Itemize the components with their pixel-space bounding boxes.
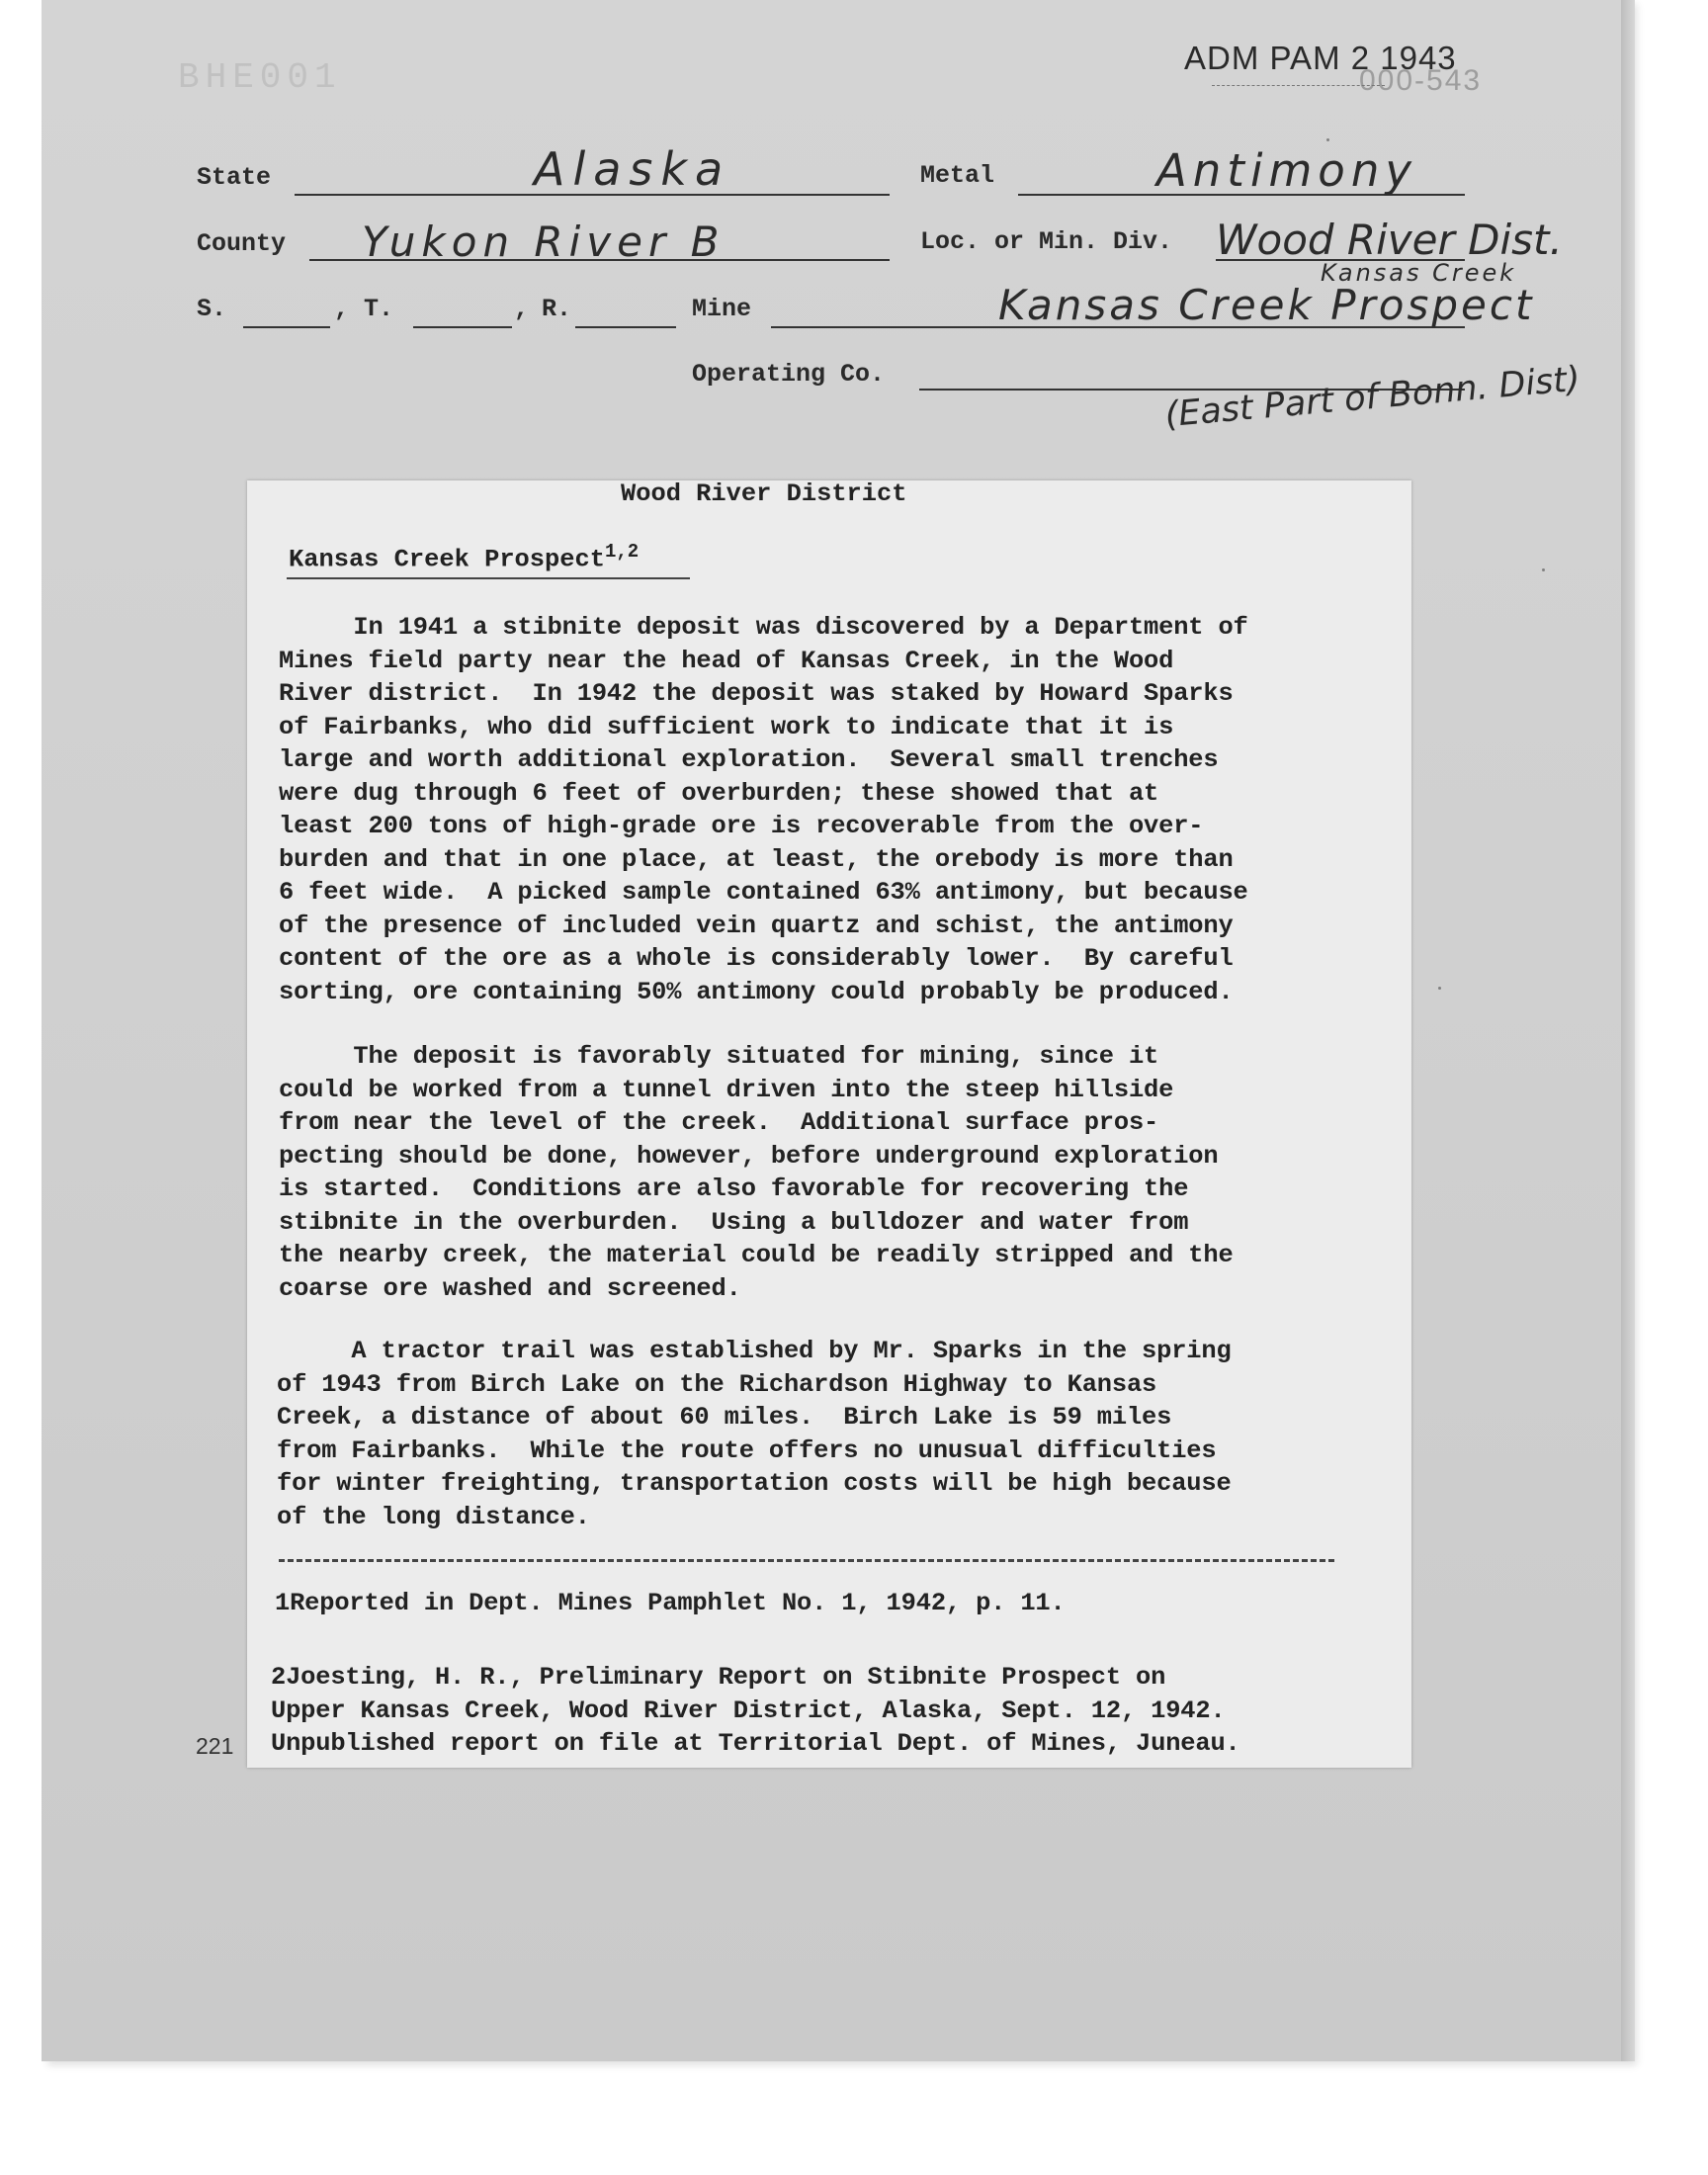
stamp-underline	[1212, 85, 1385, 86]
speck	[1542, 568, 1545, 571]
range-label: R.	[542, 295, 572, 323]
footnote-1: 1Reported in Dept. Mines Pamphlet No. 1, 1942, p. 11.	[275, 1589, 1066, 1617]
report-title: Wood River District	[621, 479, 907, 508]
operating-note: (East Part of Bonn. Dist)	[1163, 359, 1582, 436]
state-value: Alaska	[534, 142, 731, 196]
section-line	[243, 326, 330, 328]
adm-pam-stamp: ADM PAM 2 1943	[1184, 40, 1457, 76]
sheet-edge	[1621, 0, 1635, 2061]
subtitle-refs: 1,2	[604, 541, 640, 563]
county-value: Yukon River B	[362, 218, 726, 266]
subtitle-underline	[287, 577, 690, 579]
township-label: T.	[364, 295, 394, 323]
operating-co-label: Operating Co.	[692, 360, 886, 389]
paragraph-2: The deposit is favorably situated for mining, since it could be worked from a tunnel driven into the steep hillside from near the level of the creek. Additional surface pros- pecting should be done, however, before underground exploration is started. Conditions are also favorable for recovering the stibnite in the overburden. Using a bulldozer and water from the nearby creek, the material could be readily stripped and the coarse ore washed and screened.	[279, 1042, 1234, 1303]
comma-separator: ,	[514, 295, 530, 323]
report-subtitle	[289, 541, 639, 573]
speck	[1438, 987, 1441, 990]
footnote-rule	[279, 1559, 1334, 1562]
faint-stamp-number: BHE001	[178, 57, 342, 98]
mine-value: Kansas Creek Prospect	[998, 281, 1535, 329]
metal-value: Antimony	[1156, 144, 1417, 197]
footnote-2: 2Joesting, H. R., Preliminary Report on Stibnite Prospect on Upper Kansas Creek, Wood River District, Alaska, Sept. 12, 1942. Unpublished report on file at Territorial Dept. of Mines, Juneau.	[271, 1663, 1240, 1758]
section-label: S.	[197, 295, 227, 323]
speck	[1326, 138, 1329, 141]
loc-value: Wood River Dist.	[1216, 216, 1563, 264]
township-line	[413, 326, 512, 328]
loc-label: Loc. or Min. Div.	[920, 227, 1173, 256]
mine-label: Mine	[692, 295, 752, 323]
range-line	[575, 326, 676, 328]
paragraph-3: A tractor trail was established by Mr. Sparks in the spring of 1943 from Birch Lake on the Richardson Highway to Kansas Creek, a distance of about 60 miles. Birch Lake is 59 miles from Fairbanks. While the route offers no unusual difficulties for winter freighting, transportation costs will be high because of the long distance.	[277, 1337, 1232, 1531]
comma-separator: ,	[334, 295, 350, 323]
metal-label: Metal	[920, 161, 995, 190]
state-label: State	[197, 163, 272, 192]
loc-annotation: Kansas Creek	[1321, 259, 1517, 287]
county-label: County	[197, 229, 287, 258]
page-number: 221	[196, 1733, 234, 1759]
paragraph-1: In 1941 a stibnite deposit was discovered by a Department of Mines field party near the head of Kansas Creek, in the Wood River district. In 1942 the deposit was staked by Howard Sparks of Fairbanks, who did sufficient work to indicate that it is large and worth additional exploration. Several small trenches were dug through 6 feet of overburden; these showed that at least 200 tons of high-grade ore is recoverable from the over- burden and that in one place, at least, the orebody is more than 6 feet wide. A picked sample contained 63% antimony, but because of the presence of included vein quartz and schist, the antimony content of the ore as a whole is considerably lower. By careful sorting, ore containing 50% antimony could probably be produced.	[279, 613, 1248, 1006]
subtitle-text: Kansas Creek Prospect	[289, 545, 605, 574]
struck-stamp-number: 000-543	[1359, 64, 1483, 97]
